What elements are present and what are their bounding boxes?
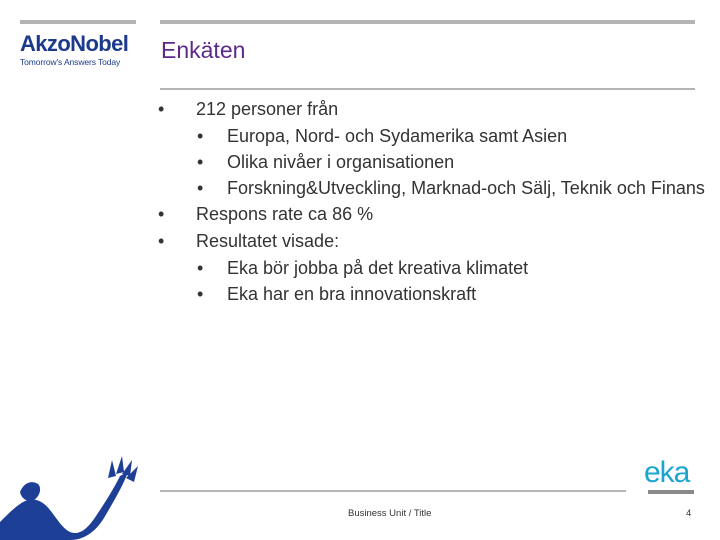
top-right-rule bbox=[160, 20, 695, 24]
bullet-marker: • bbox=[158, 204, 165, 224]
sub-bullet-marker: • bbox=[197, 178, 204, 198]
footer-rule bbox=[160, 490, 626, 492]
eka-logo-bar bbox=[648, 490, 694, 494]
page-number: 4 bbox=[686, 508, 692, 519]
bullet-marker: • bbox=[158, 231, 165, 251]
footer-text: Business Unit / Title bbox=[348, 508, 432, 519]
bullet-marker: • bbox=[158, 99, 165, 119]
akzonobel-logo bbox=[20, 32, 140, 67]
bullet-text: 212 personer från bbox=[196, 99, 339, 119]
sub-bullet-item bbox=[150, 281, 710, 307]
sub-bullet-item bbox=[150, 175, 710, 201]
sub-bullet-marker: • bbox=[197, 284, 204, 304]
akzonobel-figure-icon bbox=[0, 452, 140, 540]
sub-bullet-text: Forskning&Utveckling, Marknad-och Sälj, Teknik och Finans bbox=[227, 178, 705, 198]
slide-title: Enkäten bbox=[161, 37, 246, 63]
bullet-text: Respons rate ca 86 % bbox=[196, 204, 374, 224]
sub-bullet-marker: • bbox=[197, 258, 204, 278]
bullet-item bbox=[150, 96, 710, 123]
logo-name: AkzoNobel bbox=[20, 31, 129, 56]
sub-bullet-item bbox=[150, 149, 710, 175]
sub-bullet-text: Eka har en bra innovationskraft bbox=[227, 284, 477, 304]
eka-logo: eka bbox=[644, 456, 690, 489]
logo-tagline: Tomorrow's Answers Today bbox=[20, 57, 121, 67]
sub-bullet-text: Olika nivåer i organisationen bbox=[227, 152, 455, 172]
title-underline bbox=[160, 88, 695, 90]
bullet-text: Resultatet visade: bbox=[196, 231, 340, 251]
sub-bullet-marker: • bbox=[197, 126, 204, 146]
sub-bullet-text: Eka bör jobba på det kreativa klimatet bbox=[227, 258, 529, 278]
sub-bullet-item bbox=[150, 255, 710, 281]
bullet-item bbox=[150, 201, 710, 228]
sub-bullet-marker: • bbox=[197, 152, 204, 172]
top-left-rule bbox=[20, 20, 136, 24]
slide-content bbox=[150, 96, 710, 307]
sub-bullet-item bbox=[150, 123, 710, 149]
bullet-item bbox=[150, 228, 710, 255]
sub-bullet-text: Europa, Nord- och Sydamerika samt Asien bbox=[227, 126, 568, 146]
